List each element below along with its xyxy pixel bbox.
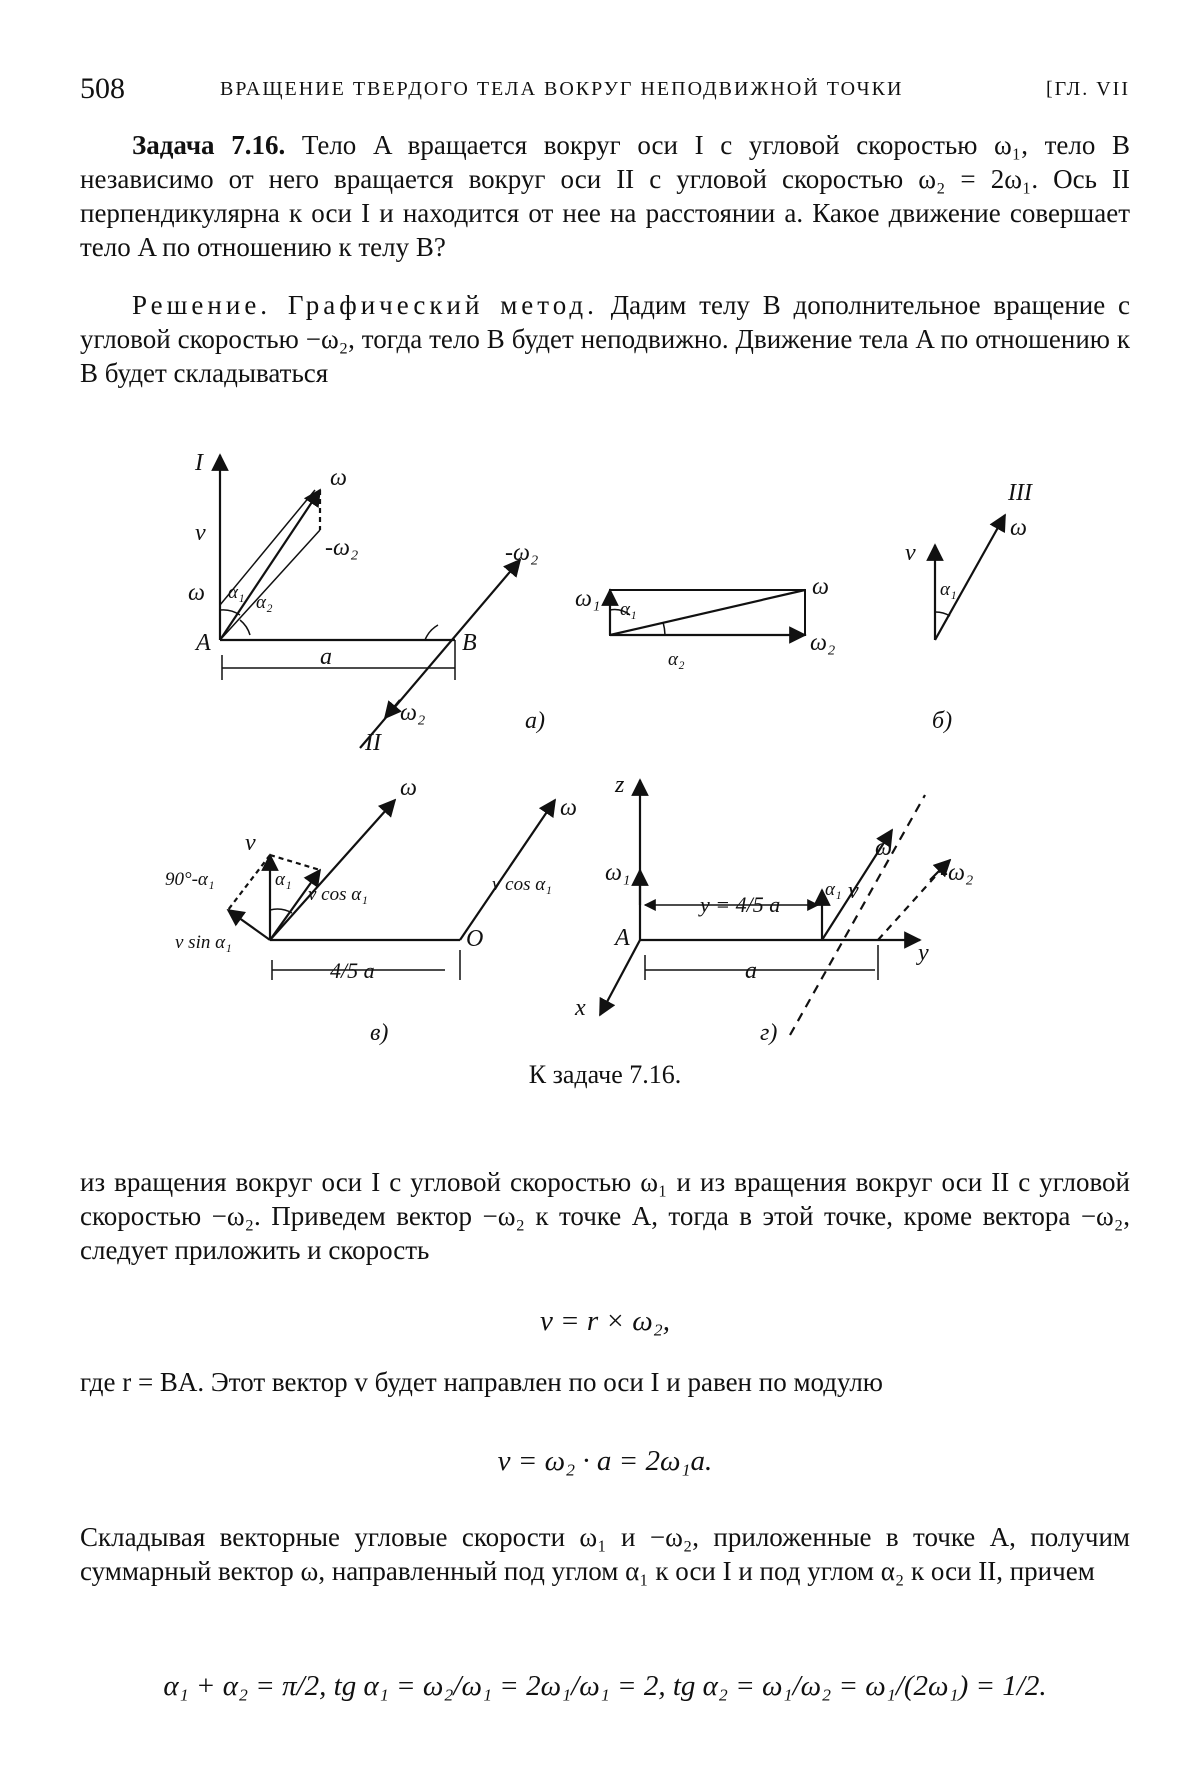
label-alpha1-mid: α₁ [620,599,637,620]
label-omega-a: ω [330,465,347,491]
label-a-a: a [320,644,332,670]
label-x: x [575,995,586,1021]
page-number: 508 [80,72,125,105]
omega-vector-b [935,515,1005,640]
label-omega-d: ω [875,835,892,861]
solution-text-4: Складывая векторные угловые скорости ω₁ и −ω₂, приложенные в точке A, получим суммарный вектор ω, направленный под углом α₁ к оси I и под углом α₂ к оси II, причем [80,1522,1130,1586]
equation-3: α₁ + α₂ = π/2, tg α₁ = ω₂/ω₁ = 2ω₁/ω₁ = 2, tg α₂ = ω₁/ω₂ = ω₁/(2ω₁) = 1/2. [163,1670,1047,1702]
label-alpha1-d: α₁ [825,879,842,900]
solution-text-1: Дадим телу B дополнительное вращение с угловой скоростью −ω₂, тогда тело B будет неподвижно. Движение тела A по отношению к B будет складываться [80,290,1130,388]
arc-alpha2-mid [663,622,665,635]
label-omega1-d: ω₁ [605,860,631,886]
label-A-d: A [615,925,630,951]
axis-II-line [360,560,520,748]
omega-vector-a [220,490,320,640]
solution-text-2: из вращения вокруг оси I с угловой скоростью ω₁ и из вращения вокруг оси II с угловой скоростью −ω₂. Приведем вектор −ω₂ к точке A, тогда в этой точке, кроме вектора −ω₂, следует приложить и скорость [80,1167,1130,1265]
instant-axis-dash [790,795,925,1035]
label-alpha1-a: α₁ [228,582,245,603]
equation-2: v = ω₂ · a = 2ω₁a. [497,1445,713,1477]
label-omega2-a: ω₂ [400,700,426,726]
label-v-b: v [905,540,916,566]
label-z: z [615,772,625,798]
label-axis-I: I [195,450,203,476]
arc-b [935,612,950,616]
label-v-cos-c: v cos α₁ [308,884,368,905]
label-minus-omega2-axis: -ω₂ [505,540,539,566]
solution-heading: Решение. Графический метод. [132,290,598,320]
solution-text-3: где r = BA. Этот вектор v будет направлен по оси I и равен по модулю [80,1367,883,1397]
equation-1: v = r × ω₂, [539,1305,671,1337]
projection-dash-2 [228,855,270,910]
label-A-a: A [196,630,211,656]
diagonal-omega [610,590,805,635]
label-minus-omega2-d: -ω₂ [940,860,974,886]
arc-alpha2 [240,620,250,635]
label-sub-b: б) [932,708,953,734]
label-a-d: a [745,958,757,984]
projection-dash-1 [270,855,320,870]
chapter-label: [ГЛ. VII [1045,78,1130,100]
label-four-fifths-a: 4/5 a [330,958,375,983]
label-omega1-mid: ω₁ [575,586,601,612]
running-title: ВРАЩЕНИЕ ТВЕРДОГО ТЕЛА ВОКРУГ НЕПОДВИЖНОЙ ТОЧКИ [220,78,904,100]
label-omega-mid: ω [812,574,829,600]
label-sub-a: a) [525,708,545,734]
problem-heading: Задача 7.16. [132,130,286,160]
label-v-d: v [848,878,859,904]
label-sub-d: г) [760,1020,778,1046]
label-alpha1-c: α₁ [275,869,292,890]
label-omega1-a: ω [188,580,205,606]
label-v-sin: v sin α₁ [175,932,232,953]
label-y-equals: y = 4/5 a [700,892,781,917]
label-B: B [462,630,477,656]
omega-vector-O [460,800,555,940]
label-omega2-mid: ω₂ [810,630,836,656]
label-omega-b: ω [1010,515,1027,541]
v-sin-vector [228,910,270,940]
label-omega-O: ω [560,795,577,821]
label-axis-II: II [365,730,381,756]
problem-text: Тело A вращается вокруг оси I с угловой скоростью ω₁, тело B независимо от него вращается вокруг оси II с угловой скоростью ω₂ = 2ω₁. Ось II перпендикулярна к оси I и находится от нее на расстоянии a. Какое движение совершает тело A по отношению к телу B? [80,130,1131,262]
label-90-minus-alpha: 90°-α₁ [165,869,215,890]
label-v-c: v [245,830,256,856]
label-alpha1-b: α₁ [940,579,957,600]
label-alpha2-a: α₂ [256,592,273,613]
label-sub-c: в) [370,1020,389,1046]
label-v-a: v [195,520,206,546]
omega2-arrow [385,700,400,718]
label-minus-omega2-a: -ω₂ [325,535,359,561]
label-v-cos-O: v cos α₁ [492,874,552,895]
label-O: O [466,926,484,952]
label-alpha2-mid: α₂ [668,649,685,670]
x-axis [600,940,640,1015]
arc-B [425,625,438,640]
figure-caption: К задаче 7.16. [528,1060,682,1089]
label-axis-III: III [1008,480,1032,506]
label-omega-c: ω [400,775,417,801]
label-y: y [918,940,929,966]
